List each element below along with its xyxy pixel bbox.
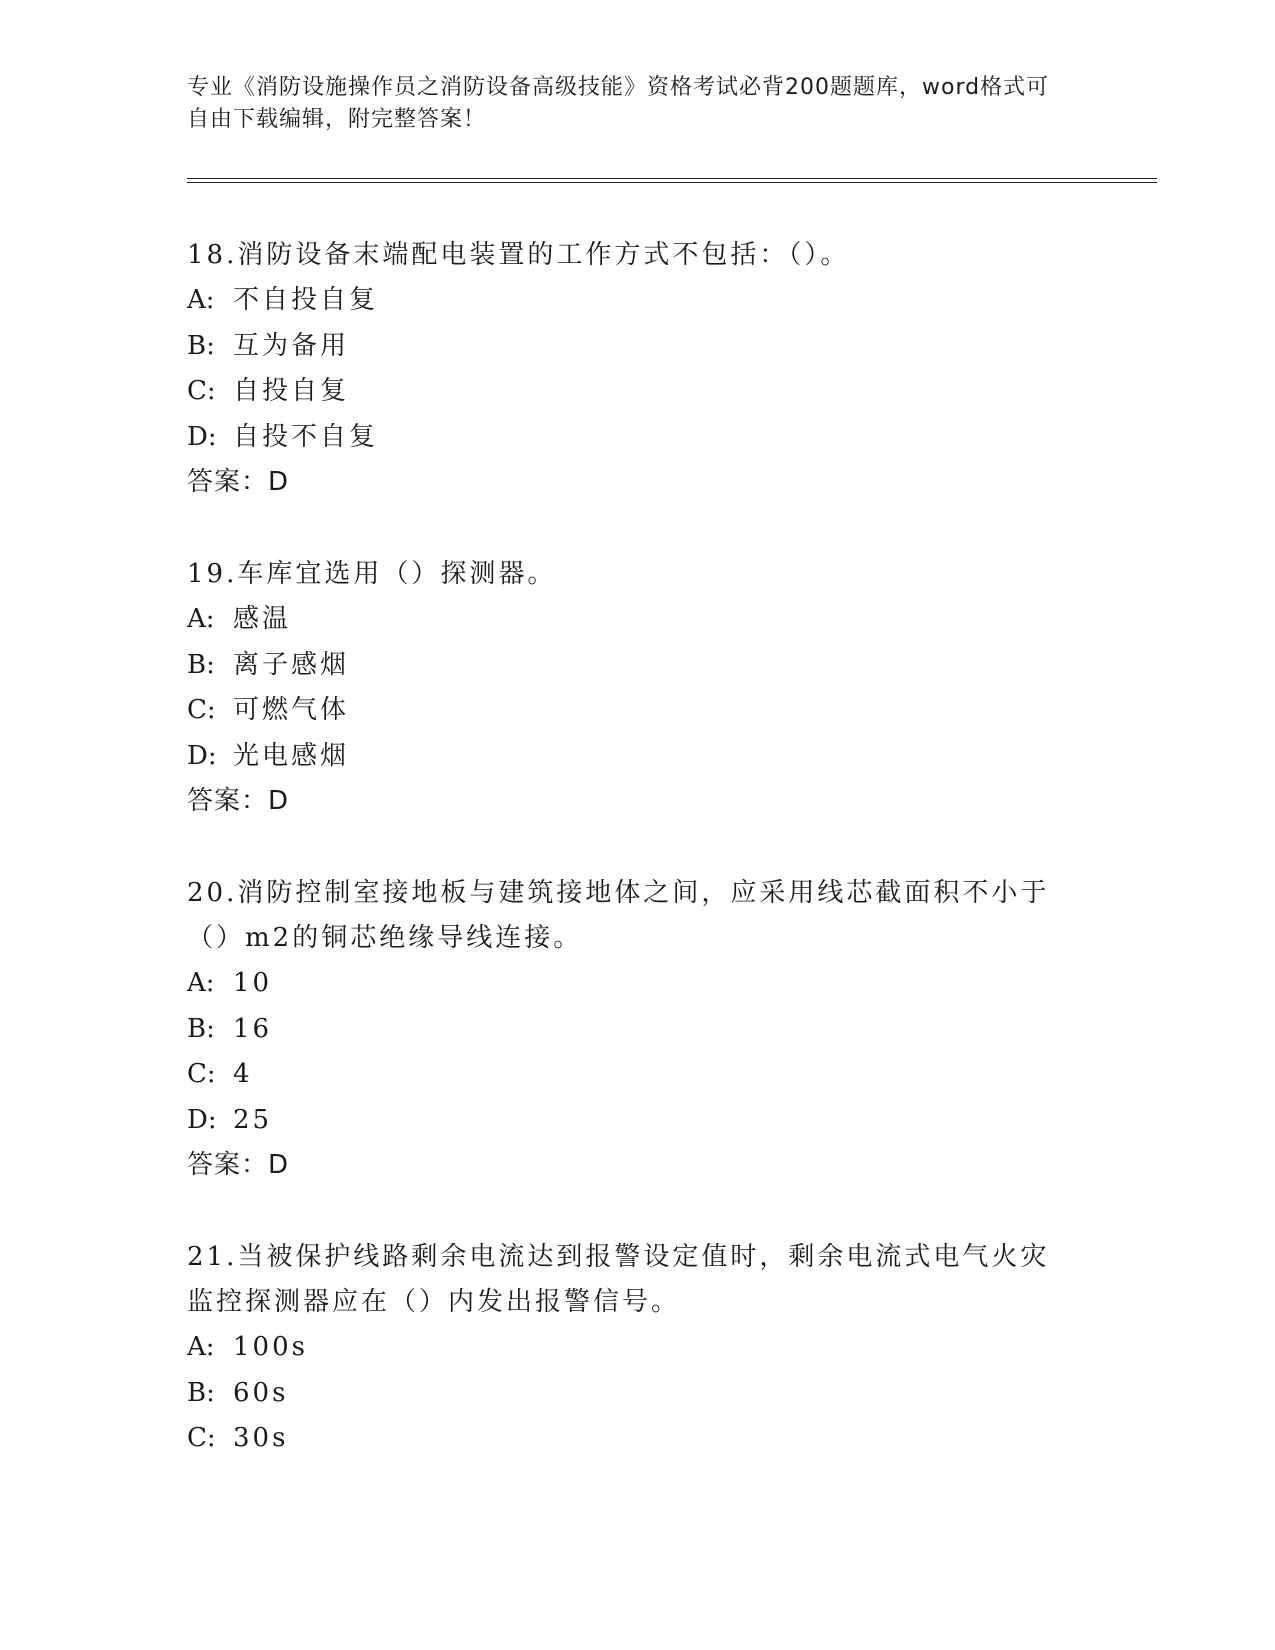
option-d: D: 25 (187, 1104, 273, 1135)
document-header: 专业《消防设施操作员之消防设备高级技能》资格考试必背200题题库，word格式可自由下载编辑，附完整答案！ (187, 75, 1050, 132)
question-text: 20.消防控制室接地板与建筑接地体之间，应采用线芯截面积不小于（）m2的铜芯绝缘导线连接。 (187, 878, 1050, 953)
option-d: D: 光电感烟 (187, 740, 350, 771)
option-c: C: 自投自复 (187, 376, 350, 406)
question-20 (187, 871, 1077, 1189)
header-divider-secondary (187, 182, 1157, 183)
option-b: B: 16 (187, 1013, 273, 1044)
option-c: C: 可燃气体 (187, 695, 350, 725)
option-b: B: 离子感烟 (187, 649, 350, 680)
question-19 (187, 552, 1077, 825)
option-b: B: 互为备用 (187, 330, 350, 361)
option-a: A: 100s (187, 1332, 308, 1362)
option-a: A: 10 (187, 968, 273, 998)
option-c: C: 4 (187, 1059, 253, 1089)
answer-label: 答案：D (187, 1150, 290, 1180)
option-d: D: 自投不自复 (187, 421, 379, 452)
question-18 (187, 233, 1077, 506)
option-a: A: 感温 (187, 604, 292, 634)
option-b: B: 60s (187, 1377, 289, 1408)
answer-label: 答案：D (187, 786, 290, 816)
question-text: 18.消防设备末端配电装置的工作方式不包括：（）。 (187, 240, 850, 270)
option-c: C: 30s (187, 1423, 289, 1453)
header-divider (187, 178, 1157, 179)
question-21 (187, 1235, 1077, 1462)
option-a: A: 不自投自复 (187, 285, 379, 315)
question-text: 21.当被保护线路剩余电流达到报警设定值时，剩余电流式电气火灾监控探测器应在（）内发出报警信号。 (187, 1242, 1050, 1317)
question-text: 19.车库宜选用（）探测器。 (187, 559, 557, 589)
answer-label: 答案：D (187, 467, 290, 497)
